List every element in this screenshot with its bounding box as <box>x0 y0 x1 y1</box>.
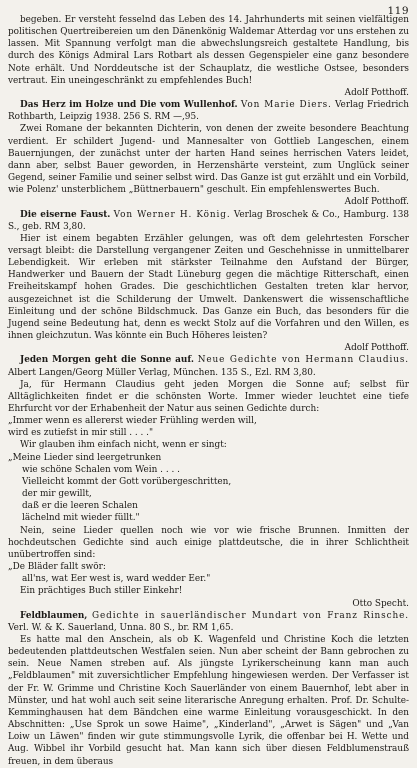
verse-line: all'ns, wat Eer west is, ward wedder Eer." <box>22 574 211 585</box>
reviewer-signature: Adolf Potthoff. <box>344 343 409 354</box>
book-author: Von Werner H. König. <box>113 209 231 220</box>
review-paragraph <box>8 123 409 196</box>
review-paragraph <box>8 585 409 597</box>
review-paragraph <box>8 525 409 561</box>
book-author: Gedichte in sauerländischer Mundart von Franz Rinsche. <box>91 610 409 621</box>
verse-line: „De Bläder fallt swör: <box>8 562 106 573</box>
reviewer-signature: Adolf Potthoff. <box>344 197 409 208</box>
review-paragraph <box>8 634 409 768</box>
paragraph-text: Verl. W. & K. Sauerland, Unna. 80 S., br. RM 1,65. <box>8 622 234 633</box>
paragraph-text: Es hatte mal den Anschein, als ob K. Wagenfeld und Christine Koch die letzten bedeutenden plattdeutschen Westfalen seien. Nun aber scheint der Bann gebrochen zu sein. Neue Namen streben auf. Als jüngste Lyrikerscheinung kann man auch „Feldblaumen" mit zuversichtlicher Empfehlung hingewiesen werden. Der Verfasser ist der Fr. W. Grimme und Christine Koch Sauerländer von einem Bauernhof, lebt aber in Münster, und hat wohl auch seit seine literarische Anregung erhalten. Prof. Dr. Schulte-Kemminghausen hat dem Bändchen eine warme Einleitung vorausgeschickt. In den Abschnitten: „Use Sprok un sowe Haime", „Kinderland", „Arwet is Sägen" und „Van Loiw un Läwen" finden wir gute stimmungsvolle Lyrik, die offenbar bei H. Wette und Aug. Wibbel ihr Vorbild gesucht hat. Man kann sich über diesen Feldblumenstrauß freuen, in dem überaus <box>8 634 409 767</box>
verse-line: Vielleicht kommt der Gott vorübergeschritten, <box>22 476 232 487</box>
verse-line: daß er die leeren Schalen <box>22 501 138 512</box>
paragraph-text: Albert Langen/Georg Müller Verlag, München. 135 S., Ezl. RM 3,80. <box>8 367 316 378</box>
review-heading <box>8 354 409 378</box>
verse-line: wird es zutiefst in mir still . . . ." <box>8 428 154 439</box>
review-heading <box>8 209 409 233</box>
verse-line: der mir gewillt, <box>22 489 92 500</box>
paragraph-text: Ja, für Hermann Claudius geht jeden Morgen die Sonne auf; selbst für Alltäglichkeiten findet er die schönsten Worte. Immer wieder leuchtet eine tiefe Ehrfurcht vor der Erhabenheit der Natur aus seinen Gedichte durch: <box>8 379 409 414</box>
review-column <box>8 14 409 768</box>
review-paragraph <box>8 233 409 342</box>
reviewer-signature: Adolf Potthoff. <box>344 87 409 98</box>
paragraph-text: Zwei Romane der bekannten Dichterin, von denen der zweite besondere Beachtung verdient. Er schildert Jugend- und Mannesalter von Gottlieb Langeschen, einem Bauernjungen, der zunächst unter der harten Hand seines herrischen Vaters leidet, dann aber, selbst Bauer geworden, in Herzenshärte versteint, zum Unglück seiner Gegend, seiner Familie und seiner selbst wird. Das Ganze ist gut erzählt und ein Vorbild, wie Polenz' unsterblichem „Büttnerbauern" geschult. Ein empfehlenswertes Buch. <box>8 124 409 196</box>
book-title: Das Herz im Holze und Die vom Wullenhof. <box>20 100 238 111</box>
reviewer-signature: Otto Specht. <box>352 598 409 609</box>
review-paragraph <box>8 14 409 87</box>
book-author: Neue Gedichte von Hermann Claudius. <box>197 355 409 366</box>
paragraph-text: Verlag Friedrich Rothbarth, Leipzig 1938. 256 S. RM —,95. <box>8 100 409 123</box>
paragraph-text: begeben. Er versteht fesselnd das Leben des 14. Jahrhunderts mit seinen vielfältigen politischen Quertreibereien um den Dänenkönig Waldemar Atterdag vor uns erstehen zu lassen. Mit Spannung verfolgt man die abwechslungsreich gestaltete Handlung, bis durch des Königs Admiral Lars Rotbart als dessen Gegenspieler eine ganz besondere Note erhält. Und Norddeutsche ist der Schauplatz, die westliche Ostsee, besonders vertraut. Ein uneingeschränkt zu empfehlendes Buch! <box>8 15 409 86</box>
review-heading <box>8 610 409 634</box>
paragraph-text: Nein, seine Lieder quellen noch wie vor wie frische Brunnen. Inmitten der hochdeutschen Gedichte sind auch einige plattdeutsche, die in ihrer Schlichtheit unübertroffen sind: <box>8 525 409 560</box>
verse-line: lächelnd mit wieder füllt." <box>22 513 140 524</box>
book-title: Jeden Morgen geht die Sonne auf. <box>20 355 194 366</box>
review-paragraph <box>8 439 409 451</box>
verse-line: wie schöne Schalen vom Wein . . . . <box>22 464 180 475</box>
review-paragraph <box>8 379 409 415</box>
review-heading <box>8 99 409 123</box>
book-title: Die eiserne Faust. <box>20 209 111 220</box>
paragraph-text: Wir glauben ihm einfach nicht, wenn er singt: <box>20 440 227 451</box>
book-title: Feldblaumen, <box>20 610 88 621</box>
book-author: Von Marie Diers. <box>240 100 332 111</box>
paragraph-text: Hier ist einem begabten Erzähler gelungen, was oft dem gelehrtesten Forscher versagt bleibt: die Darstellung vergangener Zeiten und Geschehnisse in unmittelbarer Lebendigkeit. Wir erleben mit stärkster Teilnahme den Aufstand der Bürger, Handwerker und Bauern der Stadt Lüneburg gegen die mächtige Ritterschaft, einen Freiheitskampf hohen Grades. Die geschichtlichen Gestalten treten klar hervor, ausgezeichnet ist die Schilderung der Umwelt. Dankenswert die wissenschaftliche Einleitung und der schöne Bildschmuck. Das Ganze ein Buch, das besonders für die Jugend seine Bedeutung hat, denn es weckt Stolz auf die Vorfahren und den Willen, es ihnen gleichzutun. Was könnte ein Buch Höheres leisten? <box>8 233 409 342</box>
paragraph-text: Ein prächtiges Buch stiller Einkehr! <box>20 586 183 597</box>
verse-line: „Meine Lieder sind leergetrunken <box>8 452 162 463</box>
page-number: 119 <box>387 5 409 17</box>
verse-line: „Immer wenn es allererst wieder Frühling werden will, <box>8 416 257 427</box>
paragraph-text: Verlag Broschek & Co., Hamburg. 138 S., geb. RM 3,80. <box>8 209 410 232</box>
